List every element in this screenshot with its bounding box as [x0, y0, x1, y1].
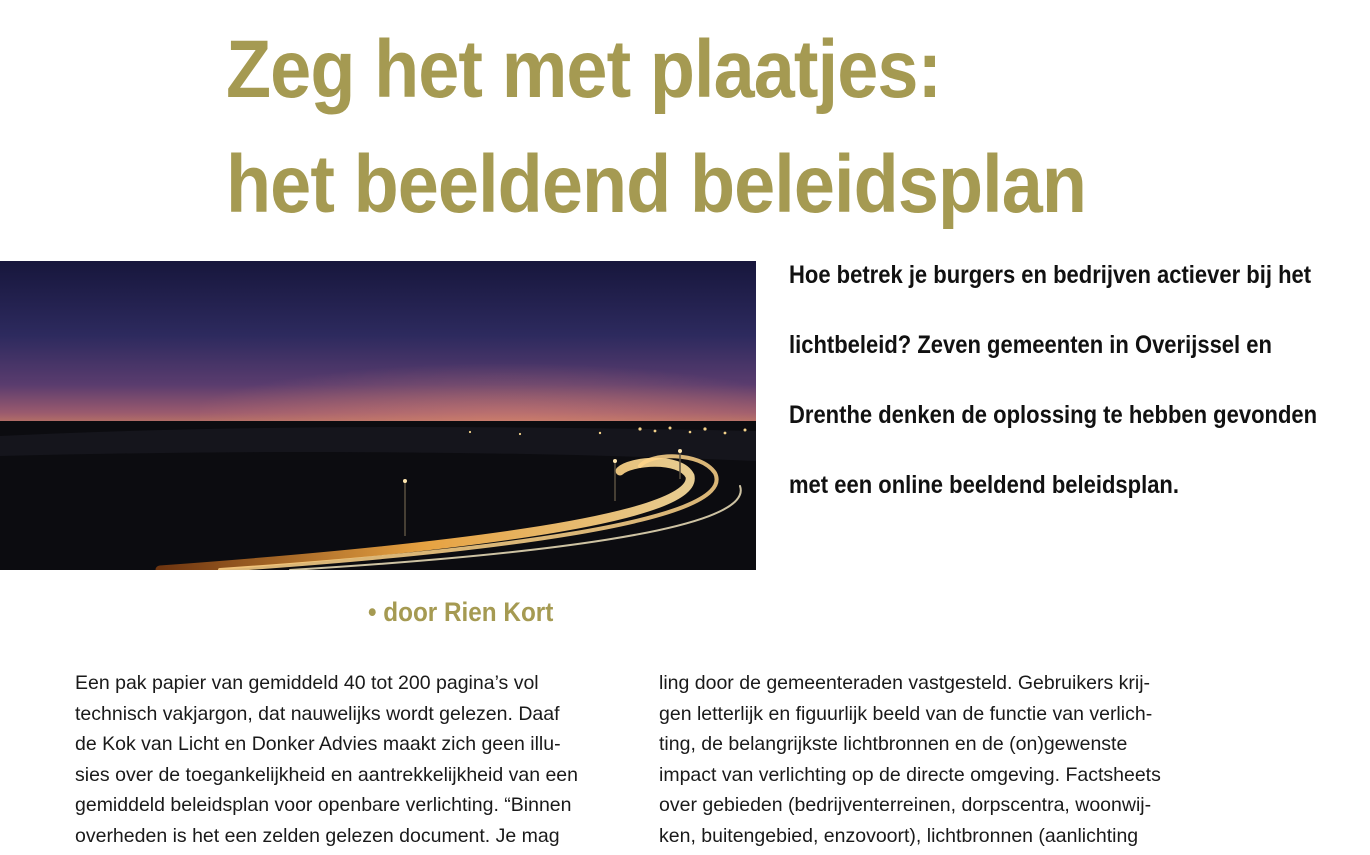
body-column-left: [75, 668, 578, 852]
body-line: gen letterlijk en figuurlijk beeld van de functie van verlich-: [659, 702, 1153, 725]
body-line: impact van verlichting op de directe omgeving. Factsheets: [659, 763, 1161, 786]
intro-paragraph: Hoe betrek je burgers en bedrijven actiever bij het lichtbeleid? Zeven gemeenten in Overijssel en Drenthe denken de oplossing te hebben gevonden met een online beeldend beleidsplan.: [789, 261, 1318, 499]
title-line-1: Zeg het met plaatjes:: [226, 24, 942, 115]
night-highway-photo: [0, 261, 756, 570]
body-line: ken, buitengebied, enzovoort), lichtbronnen (aanlichting: [659, 824, 1139, 847]
body-line: ting, de belangrijkste lichtbronnen en de (on)gewenste: [659, 733, 1128, 756]
body-column-right: [659, 668, 1161, 852]
title-line-2: het beeldend beleidsplan: [226, 139, 1087, 230]
body-line: technisch vakjargon, dat nauwelijks wordt gelezen. Daaf: [75, 702, 560, 725]
body-line: Een pak papier van gemiddeld 40 tot 200 pagina’s vol: [75, 672, 539, 694]
body-line: sies over de toegankelijkheid en aantrekkelijkheid van een: [75, 763, 578, 786]
article-title: [226, 12, 1086, 242]
byline: • door Rien Kort: [368, 597, 554, 627]
body-line: gemiddeld beleidsplan voor openbare verlichting. “Binnen: [75, 794, 572, 817]
body-line: de Kok van Licht en Donker Advies maakt zich geen illu-: [75, 733, 561, 756]
body-line: over gebieden (bedrijventerreinen, dorpscentra, woonwij-: [659, 794, 1152, 817]
body-line: overheden is het een zelden gelezen document. Je mag: [75, 824, 560, 847]
body-line: ling door de gemeenteraden vastgesteld. Gebruikers krij-: [659, 672, 1151, 694]
